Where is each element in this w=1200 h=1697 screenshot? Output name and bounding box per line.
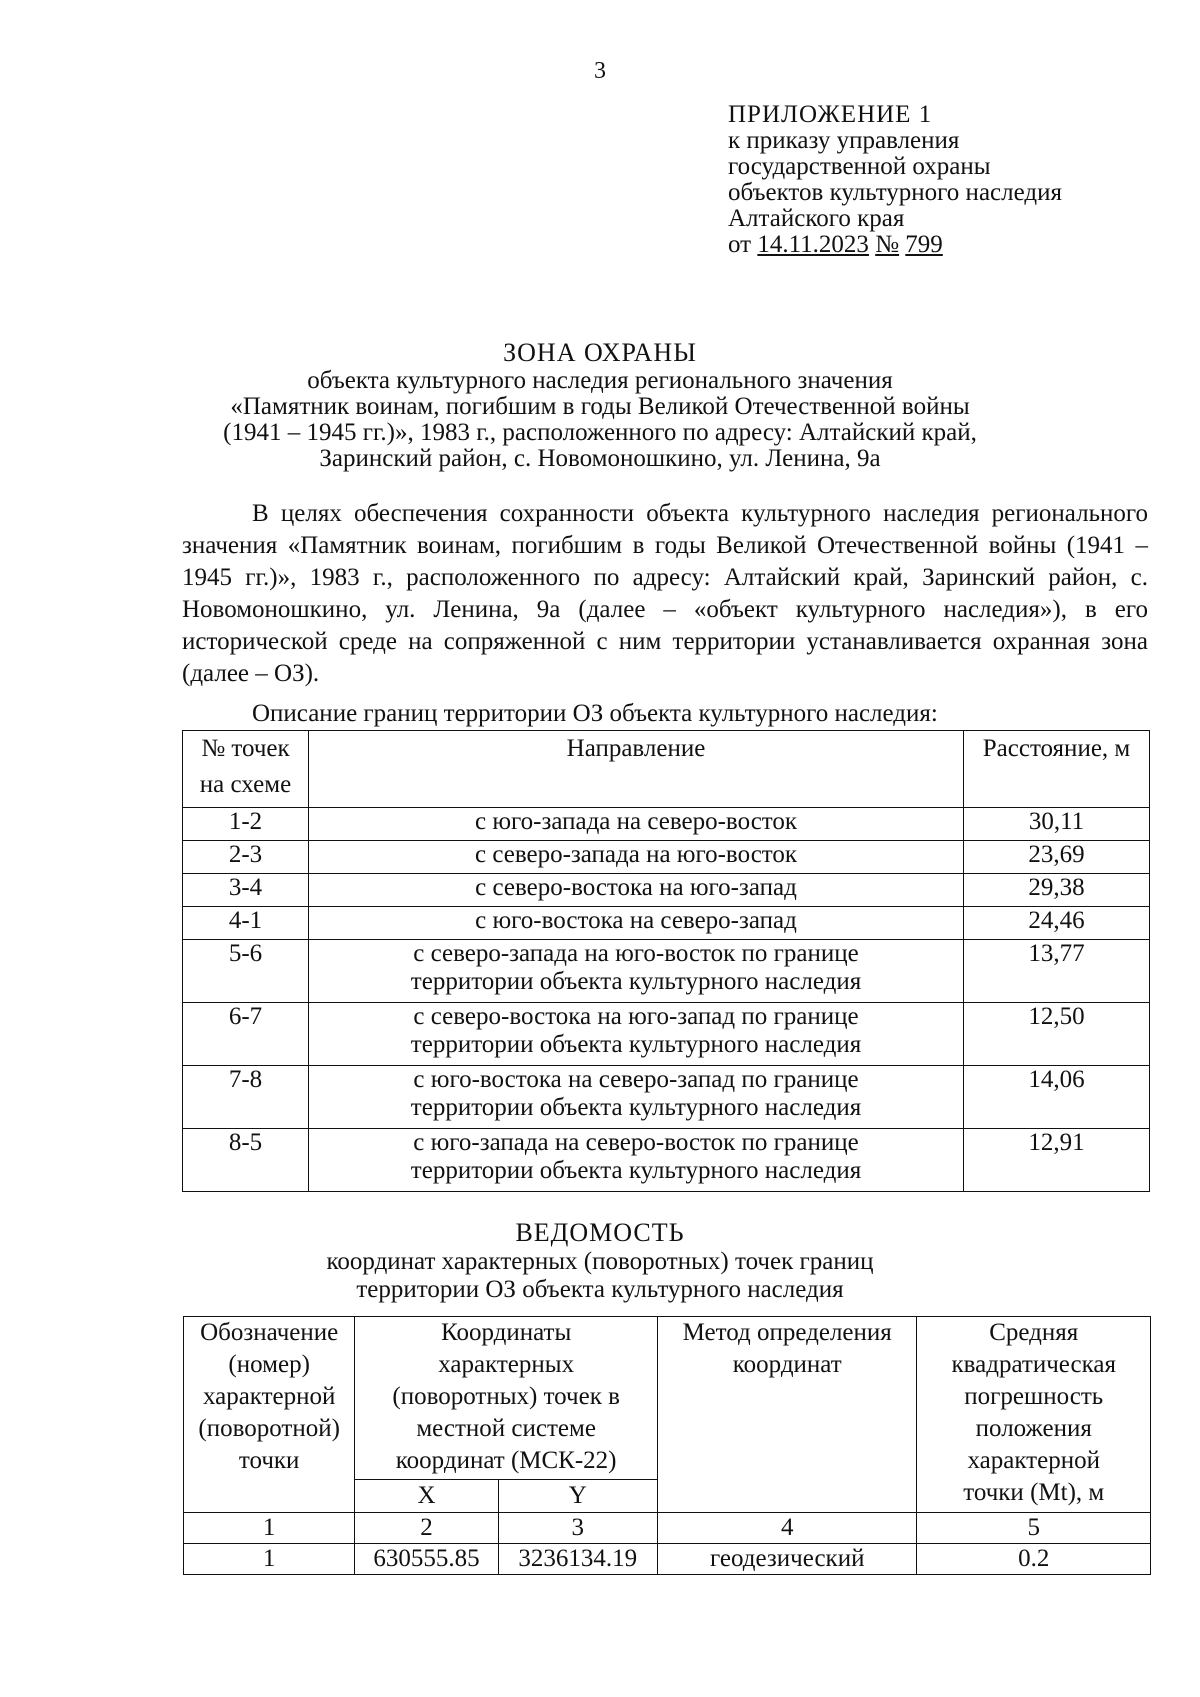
table-row: [183, 1066, 1150, 1129]
cell-points: 7-8: [183, 1066, 309, 1129]
header-text: (поворотных) точек в: [392, 1383, 620, 1410]
direction-line: территории объекта культурного наследия: [410, 1157, 862, 1184]
header-text: Обозначение: [200, 1319, 339, 1346]
zone-subtitle-line: объекта культурного наследия регионального значения: [307, 367, 893, 394]
direction-line: с юго-запада на северо-восток по границе: [413, 1129, 859, 1156]
header-text: (номер): [228, 1351, 310, 1378]
header-text: квадратическая: [951, 1351, 1116, 1378]
table-row: [183, 940, 1150, 1003]
header-points: [183, 731, 309, 808]
boundary-table: [182, 730, 1150, 1192]
cell-point: 1: [184, 1544, 355, 1575]
header-text: положения: [975, 1415, 1092, 1442]
column-number: 2: [355, 1513, 498, 1544]
cell-distance: 14,06: [964, 1066, 1150, 1129]
header-text: характерных: [438, 1351, 575, 1378]
header-text: № точек: [201, 735, 290, 762]
column-number: 1: [184, 1513, 355, 1544]
header-text: характерной: [202, 1383, 336, 1410]
cell-error: 0.2: [917, 1544, 1151, 1575]
header-text: точки: [238, 1447, 300, 1474]
header-text: Метод определения: [682, 1319, 892, 1346]
number-sign: №: [875, 231, 900, 258]
header-text: координат: [732, 1351, 842, 1378]
direction-line: с северо-востока на юго-запад: [475, 874, 797, 901]
header-text: точки (Mt), м: [963, 1479, 1105, 1506]
table-row: [183, 907, 1150, 940]
appendix-line: государственной охраны: [728, 153, 991, 180]
cell-x: 630555.85: [355, 1544, 498, 1575]
cell-points: 4-1: [183, 907, 309, 940]
table-row: [184, 1544, 1151, 1575]
appendix-title: ПРИЛОЖЕНИЕ 1: [728, 101, 933, 128]
header-text: Координаты: [441, 1319, 572, 1346]
zone-subtitle-line: Заринский район, с. Новомоношкино, ул. Ленина, 9а: [319, 445, 881, 472]
table-row: [183, 808, 1150, 841]
header-text: местной системе: [416, 1415, 596, 1442]
header-coordinates: [355, 1317, 658, 1480]
cell-y: 3236134.19: [498, 1544, 657, 1575]
header-y: Y: [498, 1480, 657, 1513]
vedomost-subtitle-line: территории ОЗ объекта культурного наследия: [356, 1276, 844, 1303]
header-designation: [184, 1317, 355, 1513]
vedomost-title: ВЕДОМОСТЬ: [515, 1218, 685, 1247]
column-number: 3: [498, 1513, 657, 1544]
zone-subtitle: [150, 368, 1050, 472]
order-date: 14.11.2023: [757, 231, 869, 258]
appendix-line: Алтайского края: [728, 205, 905, 232]
cell-direction: [309, 907, 964, 940]
column-number: 5: [917, 1513, 1151, 1544]
coordinates-table: [183, 1316, 1151, 1575]
table-row: [183, 841, 1150, 874]
appendix-order-date: [728, 232, 1062, 258]
header-text: координат (МСК-22): [395, 1447, 617, 1474]
direction-line: территории объекта культурного наследия: [410, 968, 862, 995]
date-prefix: от: [728, 231, 752, 258]
header-text: погрешность: [964, 1383, 1104, 1410]
zone-subtitle-line: (1941 – 1945 гг.)», 1983 г., расположенного по адресу: Алтайский край,: [223, 419, 977, 446]
numbering-row: [184, 1513, 1151, 1544]
table-row: [183, 874, 1150, 907]
cell-points: 5-6: [183, 940, 309, 1003]
direction-line: с юго-востока на северо-запад по границе: [413, 1066, 859, 1093]
direction-line: территории объекта культурного наследия: [410, 1031, 862, 1058]
header-method: [657, 1317, 917, 1513]
table-header-row: [184, 1317, 1151, 1480]
cell-distance: 30,11: [964, 808, 1150, 841]
appendix-block: [728, 102, 1062, 258]
cell-distance: 12,91: [964, 1129, 1150, 1192]
cell-distance: 12,50: [964, 1003, 1150, 1066]
vedomost-subtitle: [150, 1248, 1050, 1304]
header-text: характерной: [967, 1447, 1100, 1474]
table-header-row: [183, 731, 1150, 808]
header-direction: Направление: [309, 731, 964, 808]
order-number: 799: [905, 231, 943, 258]
column-number: 4: [657, 1513, 917, 1544]
cell-distance: 23,69: [964, 841, 1150, 874]
header-text: (поворотной): [198, 1415, 340, 1442]
direction-line: с северо-востока на юго-запад по границе: [413, 1003, 859, 1030]
cell-points: 2-3: [183, 841, 309, 874]
table-row: [183, 1129, 1150, 1192]
cell-direction: [309, 1129, 964, 1192]
appendix-line: к приказу управления: [728, 127, 960, 154]
table1-caption: Описание границ территории ОЗ объекта культурного наследия:: [252, 700, 938, 727]
appendix-line: объектов культурного наследия: [728, 179, 1062, 206]
cell-points: 1-2: [183, 808, 309, 841]
body-paragraph: В целях обеспечения сохранности объекта культурного наследия регионального значения «Памятник воинам, погибшим в годы Великой Отечественной войны (1941 – 1945 гг.)», 1983 г., расположенного по адресу: Алтайский край, Заринский район, с. Новомоношкино, ул. Ленина, 9а (далее – «объект культурного наследия»), в его исторической среде на сопряженной с ним территории устанавливается охранная зона (далее – ОЗ).: [182, 500, 1148, 687]
direction-line: с юго-запада на северо-восток: [474, 808, 798, 835]
cell-direction: [309, 841, 964, 874]
direction-line: с северо-запада на юго-восток: [474, 841, 798, 868]
cell-points: 6-7: [183, 1003, 309, 1066]
zone-subtitle-line: «Памятник воинам, погибшим в годы Великой Отечественной войны: [230, 393, 970, 420]
page-number: 3: [594, 58, 606, 84]
header-text: Средняя: [989, 1319, 1079, 1346]
header-x: X: [355, 1480, 498, 1513]
table-row: [183, 1003, 1150, 1066]
cell-direction: [309, 1066, 964, 1129]
cell-direction: [309, 874, 964, 907]
cell-distance: 13,77: [964, 940, 1150, 1003]
direction-line: с юго-востока на северо-запад: [475, 907, 797, 934]
cell-direction: [309, 808, 964, 841]
header-distance: Расстояние, м: [964, 731, 1150, 808]
direction-line: территории объекта культурного наследия: [410, 1094, 862, 1121]
cell-direction: [309, 1003, 964, 1066]
cell-points: 8-5: [183, 1129, 309, 1192]
direction-line: с северо-запада на юго-восток по границе: [413, 940, 859, 967]
cell-method: геодезический: [657, 1544, 917, 1575]
cell-points: 3-4: [183, 874, 309, 907]
zone-title: ЗОНА ОХРАНЫ: [503, 338, 697, 367]
cell-direction: [309, 940, 964, 1003]
vedomost-subtitle-line: координат характерных (поворотных) точек границ: [326, 1248, 874, 1275]
cell-distance: 29,38: [964, 874, 1150, 907]
cell-distance: 24,46: [964, 907, 1150, 940]
header-text: на схеме: [199, 771, 292, 798]
header-error: [917, 1317, 1151, 1513]
